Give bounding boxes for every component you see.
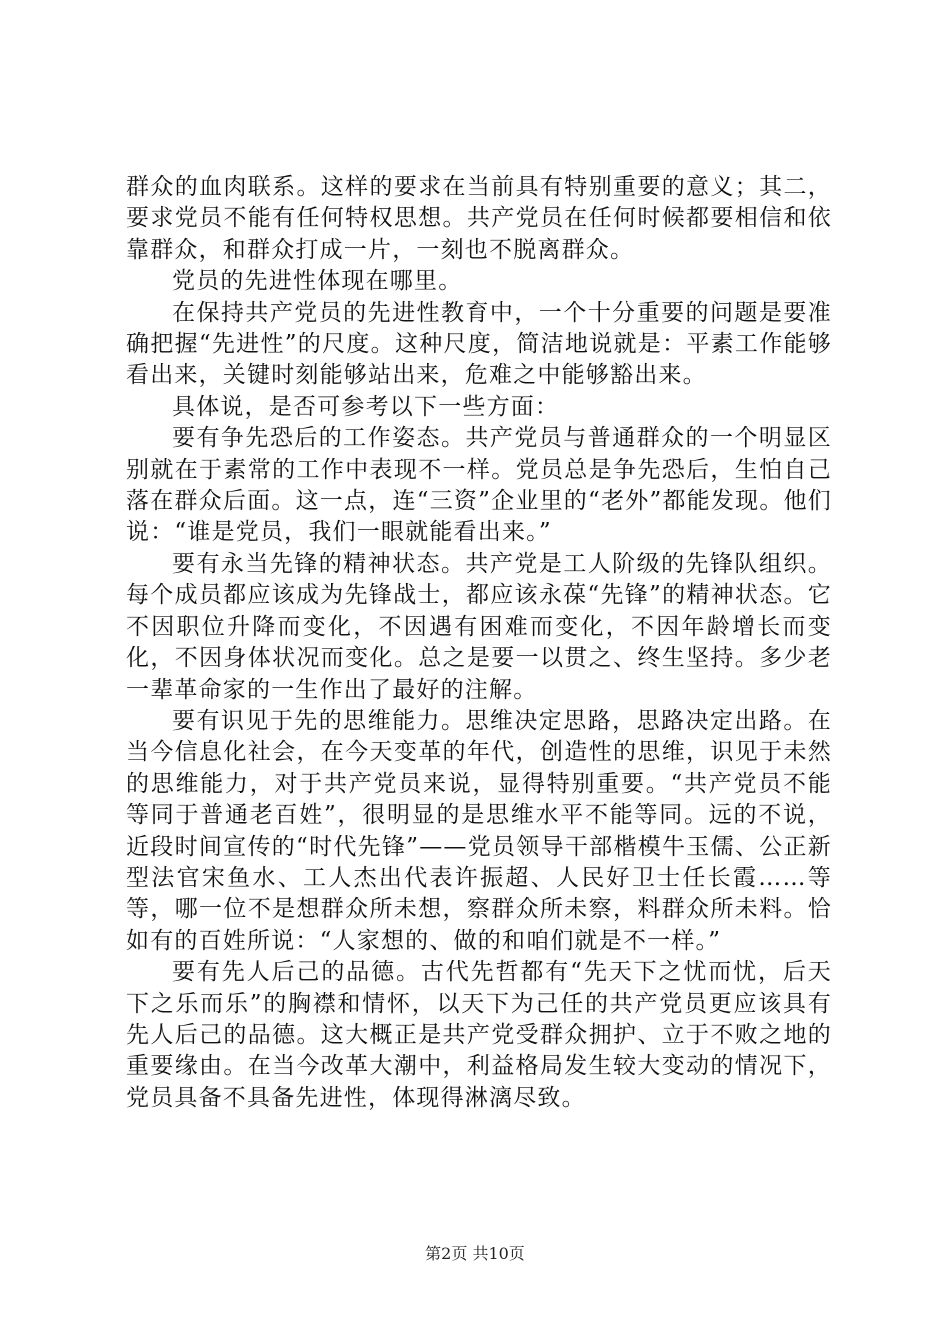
- paragraph: 要有先人后己的品德。古代先哲都有“先天下之忧而忧，后天下之乐而乐”的胸襟和情怀，以天下为己任的共产党员更应该具有先人后己的品德。这大概正是共产党受群众拥护、立于不败之地的重要缘由。在当今改革大潮中，利益格局发生较大变动的情况下，党员具备不具备先进性，体现得淋漓尽致。: [126, 959, 832, 1111]
- paragraph-continued: 群众的血肉联系。这样的要求在当前具有特别重要的意义；其二，要求党员不能有任何特权思想。共产党员在任何时候都要相信和依靠群众，和群众打成一片，一刻也不脱离群众。: [126, 174, 832, 263]
- paragraph: 在保持共产党员的先进性教育中，一个十分重要的问题是要准确把握“先进性”的尺度。这种尺度，简洁地说就是：平素工作能够看出来，关键时刻能够站出来，危难之中能够豁出来。: [126, 299, 832, 389]
- paragraph: 要有争先恐后的工作姿态。共产党员与普通群众的一个明显区别就在于素常的工作中表现不一样。党员总是争先恐后，生怕自己落在群众后面。这一点，连“三资”企业里的“老外”都能发现。他们说：“谁是党员，我们一眼就能看出来。”: [126, 425, 832, 546]
- page-number-footer: 第2页 共10页: [425, 1244, 525, 1263]
- paragraph: 具体说，是否可参考以下一些方面：: [172, 393, 560, 420]
- paragraph: 要有永当先锋的精神状态。共产党是工人阶级的先锋队组织。每个成员都应该成为先锋战士，都应该永葆“先锋”的精神状态。它不因职位升降而变化，不因遇有困难而变化，不因年龄增长而变化，不因身体状况而变化。总之是要一以贯之、终生坚持。多少老一辈革命家的一生作出了最好的注解。: [126, 550, 832, 703]
- paragraph-heading: 党员的先进性体现在哪里。: [172, 268, 463, 295]
- document-body: [126, 172, 832, 1114]
- paragraph: 要有识见于先的思维能力。思维决定思路，思路决定出路。在当今信息化社会，在今天变革的年代，创造性的思维，识见于未然的思维能力，对于共产党员来说，显得特别重要。“共产党员不能等同于普通老百姓”，很明显的是思维水平不能等同。远的不说，近段时间宣传的“时代先锋”——党员领导干部楷模牛玉儒、公正新型法官宋鱼水、工人杰出代表许振超、人民好卫士任长霞……等等，哪一位不是想群众所未想，察群众所未察，料群众所未料。恰如有的百姓所说：“人家想的、做的和咱们就是不一样。”: [126, 707, 832, 954]
